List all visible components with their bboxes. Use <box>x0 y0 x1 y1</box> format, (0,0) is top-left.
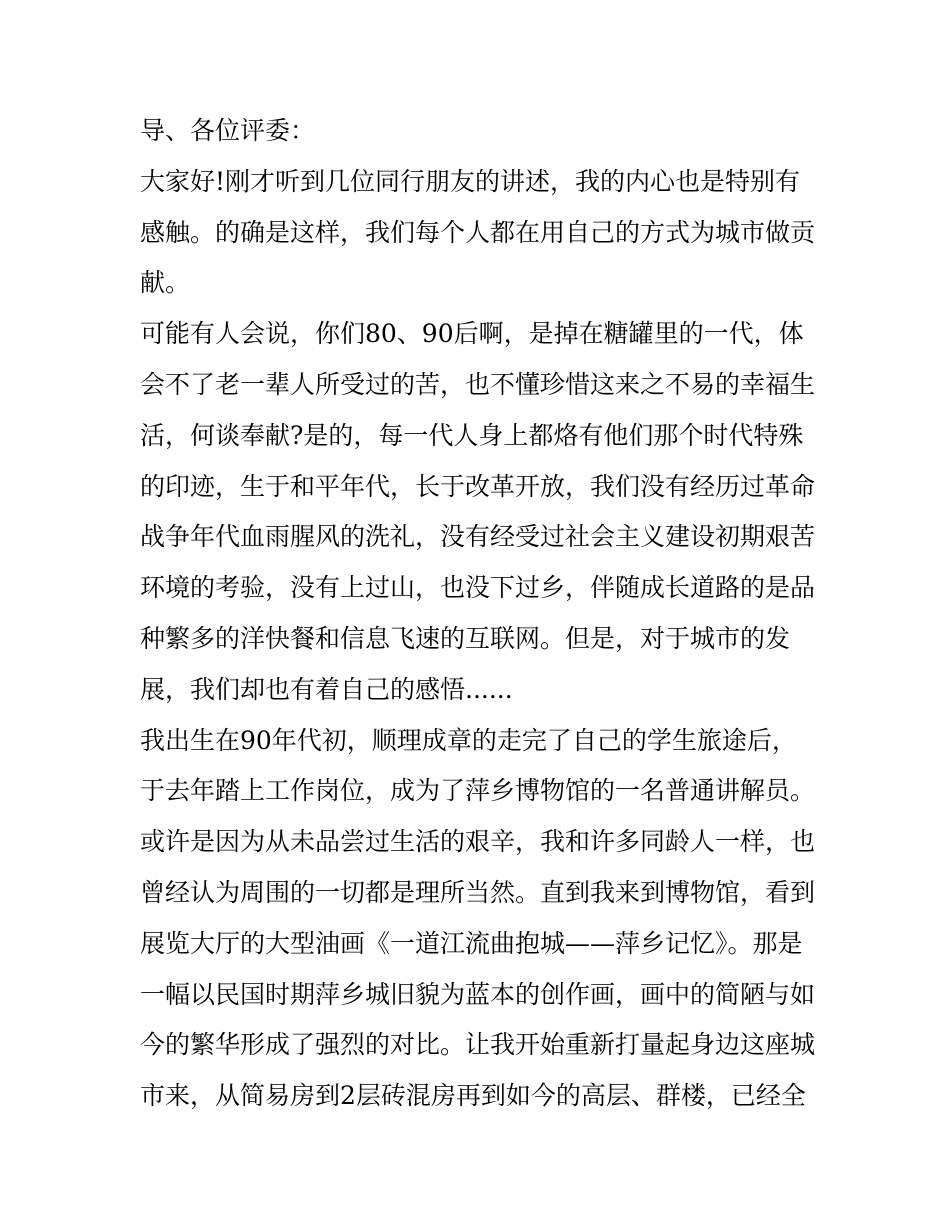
text-line: 我出生在90年代初，顺理成章的走完了自己的学生旅途后， <box>140 725 797 755</box>
text-line: 战争年代血雨腥风的洗礼，没有经受过社会主义建设初期艰苦 <box>140 522 816 552</box>
text-line: 感触。的确是这样，我们每个人都在用自己的方式为城市做贡 <box>140 217 816 247</box>
text-line: 展览大厅的大型油画《一道江流曲抱城——萍乡记忆》。那是 <box>140 928 803 958</box>
text-line: 展，我们却也有着自己的感悟...... <box>140 674 513 704</box>
text-line: 环境的考验，没有上过山，也没下过乡，伴随成长道路的是品 <box>140 573 816 603</box>
text-line: 会不了老一辈人所受过的苦，也不懂珍惜这来之不易的幸福生 <box>140 369 816 399</box>
body-text <box>140 106 820 1122</box>
text-line: 市来，从简易房到2层砖混房再到如今的高层、群楼，已经全 <box>140 1081 806 1111</box>
text-line: 种繁多的洋快餐和信息飞速的互联网。但是，对于城市的发 <box>140 623 791 653</box>
text-line: 今的繁华形成了强烈的对比。让我开始重新打量起身边这座城 <box>140 1030 816 1060</box>
text-line: 于去年踏上工作岗位，成为了萍乡博物馆的一名普通讲解员。 <box>140 776 816 806</box>
text-line: 大家好!刚才听到几位同行朋友的讲述，我的内心也是特别有 <box>140 166 801 196</box>
text-line: 一幅以民国时期萍乡城旧貌为蓝本的创作画，画中的简陋与如 <box>140 979 816 1009</box>
text-line: 献。 <box>140 268 191 298</box>
text-line: 活，何谈奉献?是的，每一代人身上都烙有他们那个时代特殊 <box>140 420 804 450</box>
text-line: 曾经认为周围的一切都是理所当然。直到我来到博物馆，看到 <box>140 877 816 907</box>
text-line: 可能有人会说，你们80、90后啊，是掉在糖罐里的一代，体 <box>140 319 804 349</box>
text-line: 导、各位评委： <box>140 116 316 145</box>
text-line: 或许是因为从未品尝过生活的艰辛，我和许多同龄人一样，也 <box>140 827 816 857</box>
text-line: 的印迹，生于和平年代，长于改革开放，我们没有经历过革命 <box>140 471 816 501</box>
